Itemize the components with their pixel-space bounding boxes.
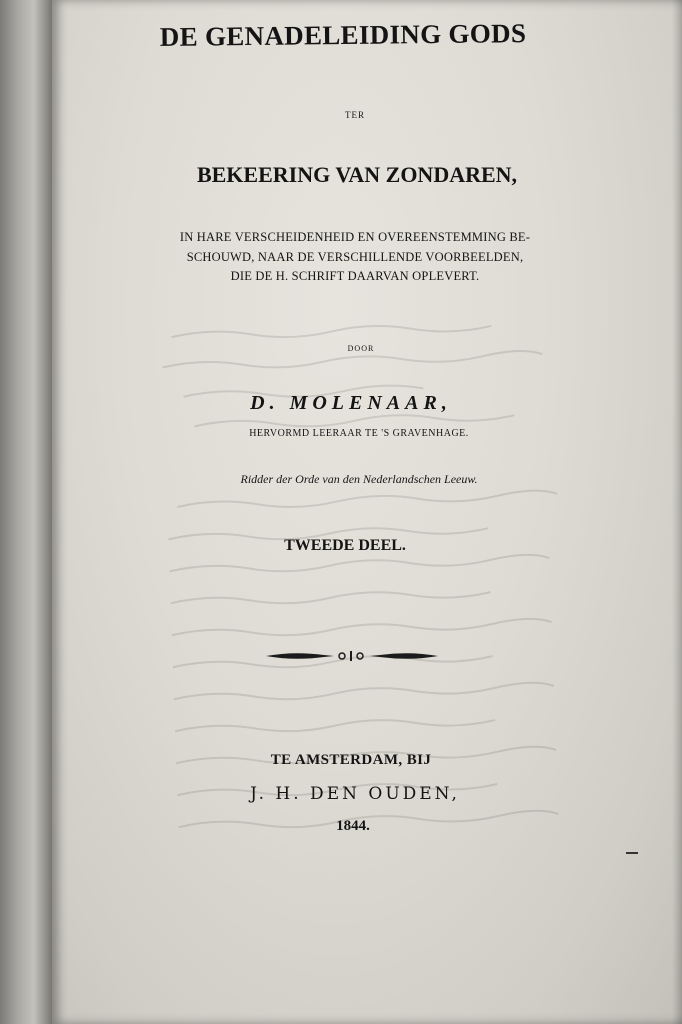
title-line-2: BEKEERING VAN ZONDAREN, [196,162,518,187]
title-connector: TER [345,110,365,120]
author-name: D. MOLENAAR, [250,392,452,414]
page-shadow [672,0,682,1024]
author-honor: Ridder der Orde van den Nederlandschen Leeuw. [240,472,478,486]
imprint-year: 1844. [336,818,370,834]
printer-ornament-icon [264,648,440,664]
volume-label: TWEEDE DEEL. [284,537,406,554]
imprint-publisher: J. H. DEN OUDEN, [250,784,460,804]
by-line: DOOR [347,344,375,353]
author-role: HERVORMD LEERAAR TE 'S GRAVENHAGE. [249,428,469,439]
subtitle-line-1: IN HARE VERSCHEIDENHEID EN OVEREENSTEMMING BE- [179,230,531,244]
subtitle-line-2: SCHOUWD, NAAR DE VERSCHILLENDE VOORBEELDEN, [186,249,524,264]
imprint-place: TE AMSTERDAM, BIJ [270,752,432,768]
ink-mark [626,852,638,854]
subtitle-line-3: DIE DE H. SCHRIFT DAARVAN OPLEVERT. [230,269,480,283]
bleed-through-strokes [150,292,609,867]
subtitle [40,228,670,287]
title-line-1: DE GENADELEIDING GODS [159,18,527,52]
bleed-through-text [150,292,609,867]
binding-edge [0,0,52,1024]
